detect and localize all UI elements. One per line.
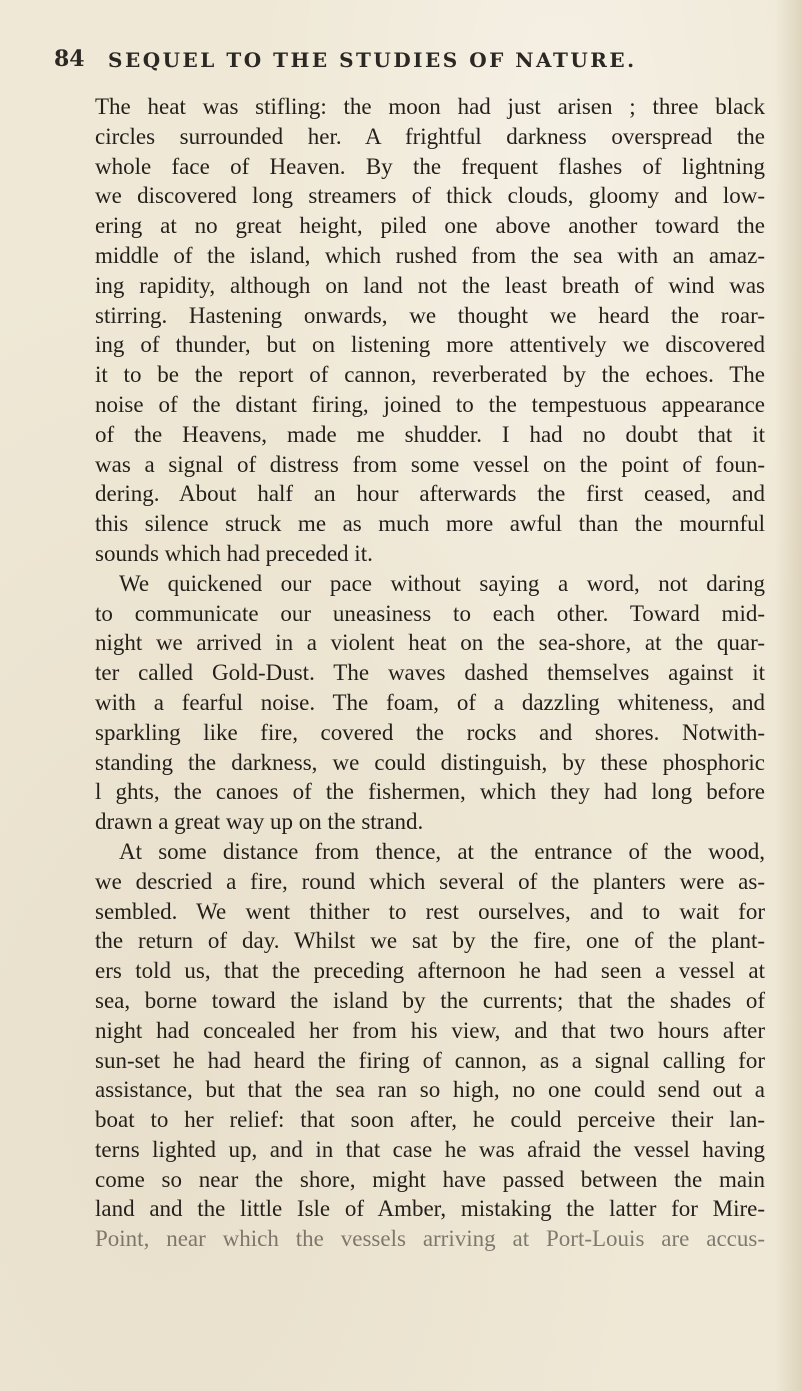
- text-line: ter called Gold-Dust. The waves dashed themselves against it: [95, 660, 765, 686]
- text-line: circles surrounded her. A frightful darkness overspread the: [95, 123, 765, 149]
- text-line: whole face of Heaven. By the frequent flashes of lightning: [95, 153, 765, 179]
- text-line: was a signal of distress from some vessel on the point of foun-: [95, 451, 765, 477]
- text-line: to communicate our uneasiness to each other. Toward mid-: [95, 600, 765, 626]
- text-line: sparkling like fire, covered the rocks and shores. Notwith-: [95, 719, 765, 745]
- text-line: sea, borne toward the island by the currents; that the shades of: [95, 987, 765, 1013]
- text-line: we descried a fire, round which several of the planters were as-: [95, 868, 765, 894]
- body-text: [95, 92, 765, 1254]
- text-line: ing rapidity, although on land not the least breath of wind was: [95, 272, 765, 298]
- text-line: middle of the island, which rushed from the sea with an amaz-: [95, 242, 765, 268]
- text-line: sembled. We went thither to rest ourselves, and to wait for: [95, 898, 765, 924]
- text-line: assistance, but that the sea ran so high, no one could send out a: [95, 1077, 765, 1103]
- text-line: terns lighted up, and in that case he was afraid the vessel having: [95, 1136, 765, 1162]
- text-line: ers told us, that the preceding afternoon he had seen a vessel at: [95, 958, 765, 984]
- text-line: We quickened our pace without saying a word, not daring: [119, 570, 765, 596]
- text-line: night we arrived in a violent heat on the sea-shore, at the quar-: [95, 630, 765, 656]
- page-number: 84: [54, 46, 85, 72]
- text-line: ering at no great height, piled one above another toward the: [95, 213, 765, 239]
- text-line: boat to her relief: that soon after, he could perceive their lan-: [95, 1107, 765, 1133]
- text-line: sounds which had preceded it.: [95, 540, 373, 566]
- text-line: of the Heavens, made me shudder. I had no doubt that it: [95, 421, 765, 447]
- text-line: this silence struck me as much more awful than the mournful: [95, 511, 765, 537]
- text-line: dering. About half an hour afterwards the first ceased, and: [95, 481, 765, 507]
- text-line: with a fearful noise. The foam, of a dazzling whiteness, and: [95, 689, 765, 715]
- text-line: At some distance from thence, at the entrance of the wood,: [119, 838, 765, 864]
- text-line: we discovered long streamers of thick clouds, gloomy and low-: [95, 183, 765, 209]
- text-line: land and the little Isle of Amber, mistaking the latter for Mire-: [95, 1196, 765, 1222]
- text-line: Point, near which the vessels arriving at Port-Louis are accus-: [95, 1226, 765, 1252]
- text-line: noise of the distant firing, joined to the tempestuous appearance: [95, 391, 765, 417]
- text-line: sun-set he had heard the firing of cannon, as a signal calling for: [95, 1047, 765, 1073]
- running-title: SEQUEL TO THE STUDIES OF NATURE.: [108, 48, 637, 72]
- text-line: standing the darkness, we could distinguish, by these phosphoric: [95, 749, 765, 775]
- text-line: The heat was stifling: the moon had just arisen ; three black: [95, 94, 765, 119]
- text-line: drawn a great way up on the strand.: [95, 809, 424, 835]
- text-line: it to be the report of cannon, reverberated by the echoes. The: [95, 362, 765, 388]
- text-line: stirring. Hastening onwards, we thought we heard the roar-: [95, 302, 765, 328]
- page-edge-shadow: [775, 0, 801, 1391]
- text-line: l ghts, the canoes of the fishermen, which they had long before: [95, 779, 765, 805]
- text-line: night had concealed her from his view, and that two hours after: [95, 1017, 765, 1043]
- page-header: [54, 46, 754, 86]
- text-line: ing of thunder, but on listening more attentively we discovered: [95, 332, 765, 358]
- text-line: the return of day. Whilst we sat by the fire, one of the plant-: [95, 928, 765, 954]
- text-line: come so near the shore, might have passed between the main: [95, 1166, 765, 1192]
